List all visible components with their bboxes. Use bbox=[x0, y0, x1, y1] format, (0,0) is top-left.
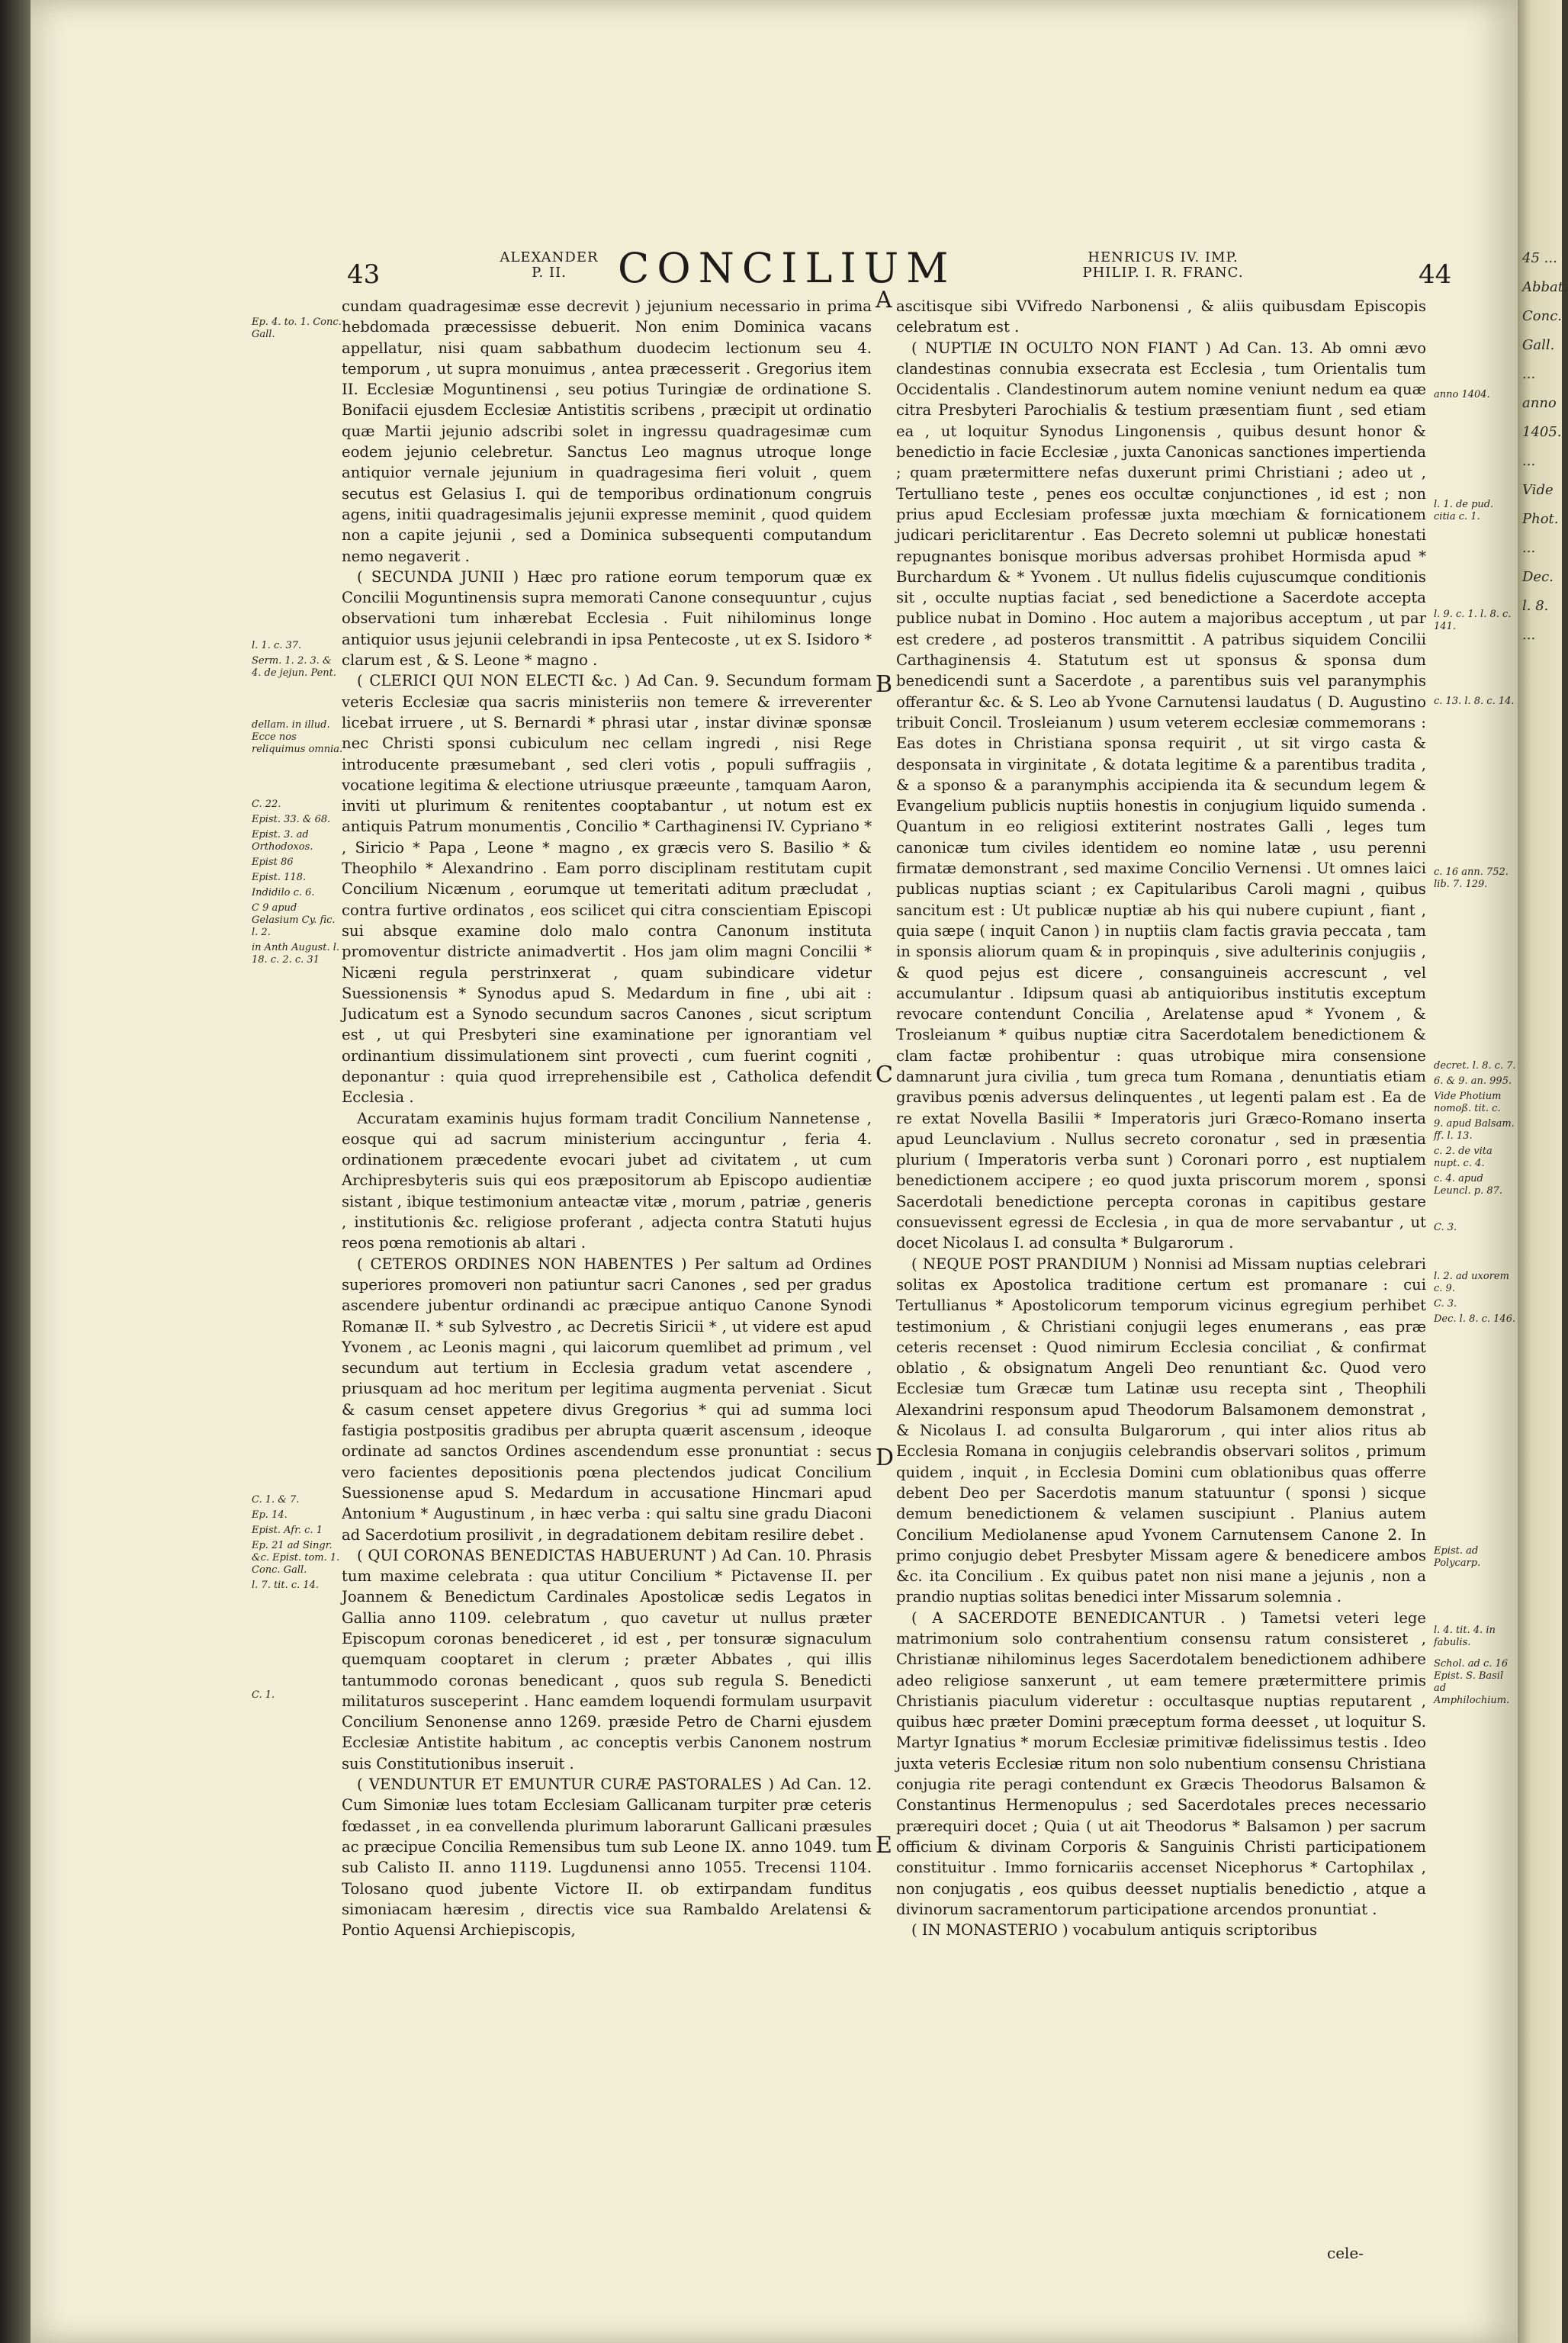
paragraph: ( CETEROS ORDINES NON HABENTES ) Per saltum ad Ordines superiores promoveri non patiuntur sacri Canones , sed per gradus ascendere jubentur ordinandi ac præcipue antiquo Canone Synodi Romanæ II. * sub Sylvestro , ac Decretis Siricii * , ut videre est apud Yvonem , ac Leonis magni , qui laicorum quemlibet ad primum , vel secundum aut tertium in Ecclesia gradum vetat ascendere , priusquam ad hoc meritum per legitima augmenta perveniat . Sicut & casum censet appetere divus Gregorius * qui ad summa loci fastigia postpositis gradibus per abrupta quærit ascensum , ideoque ordinate ad sanctos Ordines ascendendum esse pronuntiat : secus vero facientes depositionis pœna plectendos judicat Concilium Suessionense apud S. Medardum in accusatione Hincmari apud Antonium * Augustinum , in hæc verba : qui saltu sine gradu Diaconi ad Sacerdotium prosilivit , in degradationem debitam resilire debet . bbox=[342, 1255, 872, 1544]
margin-note: C. 1. & 7. bbox=[252, 1494, 300, 1506]
margin-note: Epist. ad Polycarp. bbox=[1434, 1545, 1481, 1569]
margin-note: Schol. ad c. 16 Epist. S. Basil ad Amphilochium. bbox=[1434, 1658, 1510, 1706]
left-margin-notes bbox=[252, 317, 343, 1705]
margin-note: l. 4. tit. 4. in fabulis. bbox=[1434, 1625, 1496, 1648]
section-letter-c: C bbox=[876, 1062, 893, 1088]
catchword: cele- bbox=[1327, 2244, 1364, 2262]
margin-note: c. 16 ann. 752. lib. 7. 129. bbox=[1434, 866, 1509, 890]
margin-note: l. 1. c. 37. bbox=[252, 640, 302, 651]
margin-note: c. 4. apud Leuncl. p. 87. bbox=[1434, 1173, 1503, 1197]
margin-note: Epist 86 bbox=[252, 857, 294, 868]
left-page-number: 43 bbox=[347, 259, 381, 290]
margin-note: C 9 apud Gelasium Cy. fic. l. 2. bbox=[252, 902, 336, 938]
margin-note: C. 3. bbox=[1434, 1222, 1457, 1233]
section-letter-d: D bbox=[876, 1445, 895, 1471]
paragraph: ( CLERICI QUI NON ELECTI &c. ) Ad Can. 9. Secundum formam veteris Ecclesiæ qua sacris ministeriis non temere & irreverenter licebat irruere , ut S. Bernardi * phrasi utar , instar divinæ sponsæ nec Christi sponsi cubiculum nec cellam ingredi , nisi Rege introducente præsumebant , sed cleri votis , populi suffragiis , vocatione legitima & electione utriusque præeunte , tamquam Aaron, inviti ut plurimum & renitentes cooptabantur , ut notum est ex antiquis Patrum monumentis , Concilio * Carthaginensi IV. Cypriano * , Siricio * Papa , Leone * magno , ex græcis vero S. Basilio * & Theophilo * Alexandrino . Eam porro disciplinam restitutam cupit Concilium Nicænum , eorumque ut temeritati aditum præcludat , contra furtive ordinatos , eos scilicet qui citra conscientiam Episcopi sui absque examine dolo malo contra Canonum instituta promoventur districte animadvertit . Hos jam olim magni Concilii * Nicæni regula perstrinxerat , quam subindicare videtur Suessionensis * Synodus apud S. Medardum in fine , ubi ait : Judicatum est a Synodo secundum sacros Canones , sicut scriptum est , ut qui Presbyteri sine examinatione per ignorantiam vel ordinantium dissimulationem sint provecti , cum fuerint cogniti , deponantur : quia quod irreprehensibile est , Catholica defendit Ecclesia . bbox=[342, 672, 872, 1107]
right-running-head: HENRICUS IV. IMP. PHILIP. I. R. FRANC. bbox=[1082, 249, 1244, 281]
margin-note: 9. apud Balsam. ff. l. 13. bbox=[1434, 1118, 1515, 1142]
paragraph: ( QUI CORONAS BENEDICTAS HABUERUNT ) Ad Can. 10. Phrasis tum maxime celebrata : qua utitur Concilium * Pictavense II. per Joannem & Benedictum Cardinales Apostolicæ sedis Legatos in Gallia anno 1109. celebratum , quo cavetur ut nullus præter Episcopum coronas benediceret , id est , per tonsuræ signaculum quemquam cooptaret in clerum ; præter Abbates , qui illis tantummodo coronas benedicant , quos sub regula S. Benedicti militaturos susceperint . Hanc eamdem loquendi formulam usurpavit Concilium Senonense anno 1269. præside Petro de Charni ejusdem Ecclesiæ Antistite habitum , ac conceptis verbis Canonem nostrum suis Constitutionibus inseruit . bbox=[342, 1546, 872, 1773]
margin-note: 6. & 9. an. 995. bbox=[1434, 1075, 1512, 1087]
paragraph: cundam quadragesimæ esse decrevit ) jejunium necessario in prima hebdomada præcessisse debuerit. Non enim Dominica vacans appellatur, nisi quam sabbathum duodecim lectionum seu 4. temporum , ut supra monuimus , antea præcesserit . Gregorius item II. Ecclesiæ Moguntinensi , seu potius Turingiæ de ordinatione S. Bonifacii ejusdem Ecclesiæ Antistitis scribens , præcipit ut ordinatio quæ Martii jejunio adscribi solet in ingressu quadragesimæ cum eodem jejunio celebretur. Sanctus Leo magnus utroque longe antiquior vernale jejunium in quadragesima fieri voluit , quem secutus est Gelasius I. qui de temporibus ordinationum congruis agens, initii quadragesimalis jejunii expresse meminit , quod quidem non a capite jejunii , sed a Dominica subsequenti computandum nemo negaverit . bbox=[342, 297, 872, 565]
margin-note: C. 22. bbox=[252, 799, 281, 810]
paragraph: ( NUPTIÆ IN OCULTO NON FIANT ) Ad Can. 13. Ab omni ævo clandestinas connubia exsecrata est Ecclesia , tum Orientalis tum Occidentalis . Clandestinorum autem nomine veniunt nedum ea quæ citra Presbyteri Parochialis & testium præsentiam fiunt , sed etiam ea , ut loquitur Synodus Lingonensis , quibus desunt honor & benedictio in facie Ecclesiæ , juxta Canonicas sanctiones impertienda ; quam prætermittere nefas duxerunt primi Christiani ; adeo ut , Tertulliano teste , penes eos occultæ conjunctiones , id est ; non prius apud Ecclesiam professæ juxta mœchiam & fornicationem judicari periclitarentur . Eas Decreto solemni ut publicæ honestati repugnantes bonisque moribus adversas prohibet Hormisda apud * Burchardum & * Yvonem . Ut nullus fidelis cujuscumque conditionis sit , occulte nuptias faciat , sed benedictione a Sacerdote accepta publice nubat in Domino . Hoc autem a majoribus acceptum , ut par est credere , ad posteros transmittit . A patribus siquidem Concilii Carthaginensis 4. Statutum est ut sponsus & sponsa dum benedicendi sunt a Sacerdote , a parentibus suis vel paranymphis offerantur &c. & S. Leo ab Yvone Carnutensi laudatus ( D. Augustino tribuit Concil. Trosleianum ) usum veterem ecclesiæ commemorans : Eas dotes in Christiana sponsa requirit , ut sit virgo casta & desponsata in virginitate , & dotata legitime & a parentibus tradita , & a sponso & a paranymphis accipienda ita & secundum legem & Evangelium publicis nuptiis honestis in conjugium liquido sumenda . Quantum in eo religiosi extiterint nostrates Galli , leges tum canonicæ tum civiles identidem eo nomine latæ , usu perenni firmatæ demonstrant , sed maxime Concilio Vernensi . Ut omnes laici publicas nuptias sciant ; ex Capitularibus Caroli magni , quibus sancitum est : Ut publicæ nuptiæ ab his qui nubere cupiunt , fiant , quia sæpe ( inquit Canon ) in nuptiis clam factis gravia peccata , tam in sponsis aliorum quam & in propinquis , sive adulterinis conjugiis , & quod pejus est dicere , consanguineis accrescunt , vel accumulantur . Idipsum quasi ab antiquioribus institutis exceptum revocare contendunt Concilia , Arelatense apud * Yvonem , & Trosleianum * quibus nuptiæ citra Sacerdotalem benedictionem & clam factæ prohibentur : quas utrobique mira consensione damnarunt jura civilia , tum greca tum Romana , denuntiatis etiam gravibus pœnis adversus delinquentes , ut legenti palam est . Ea de re extat Novella Basilii * Imperatoris juri Græco-Romano inserta apud Leunclavium . Nullus secreto coronatur , sed in præsentia plurium ( Imperatoris verba sunt ) Coronari porro , est nuptialem benedictionem accipere ; eo quod juxta priscorum morem , sponsi Sacerdotali benedictione percepta coronas in capitibus gestare consuevissent egressi de Ecclesia , in qua de more servabantur , ut docet Nicolaus I. ad consulta * Bulgarorum . bbox=[896, 339, 1426, 1252]
margin-note: decret. l. 8. c. 7. bbox=[1434, 1060, 1516, 1072]
margin-note: Epist. 118. bbox=[252, 872, 307, 883]
margin-note: Vide Photium nomoß. tit. c. bbox=[1434, 1091, 1502, 1114]
paragraph: ( VENDUNTUR ET EMUNTUR CURÆ PASTORALES ) Ad Can. 12. Cum Simoniæ lues totam Ecclesiam Gallicanam turpiter præ ceteris fœdasset , in ea convellenda plurimum laborarunt Gallicani præsules ac præcipue Concilia Remensibus tum sub Leone IX. anno 1049. tum sub Calisto II. anno 1119. Lugdunensi anno 1055. Trecensi 1104. Tolosano quod jubente Victore II. ob extirpandam funditus simoniacam hæresim , directis vice sua Rambaldo Arelatensi & Pontio Aquensi Archiepiscopis, bbox=[342, 1776, 872, 1940]
margin-note: C. 1. bbox=[252, 1689, 275, 1701]
margin-note: C. 3. bbox=[1434, 1298, 1457, 1310]
margin-note: l. 9. c. 1. l. 8. c. 141. bbox=[1434, 609, 1512, 632]
margin-note: Dec. l. 8. c. 146. bbox=[1434, 1313, 1516, 1325]
margin-note: l. 7. tit. c. 14. bbox=[252, 1580, 320, 1591]
section-letter-a: A bbox=[876, 287, 892, 313]
margin-note: Ep. 14. bbox=[252, 1509, 288, 1521]
right-page-number: 44 bbox=[1419, 259, 1452, 290]
paragraph: ascitisque sibi VVifredo Narbonensi , & aliis quibusdam Episcopis celebratum est . bbox=[896, 297, 1426, 336]
section-letter-e: E bbox=[876, 1832, 892, 1859]
margin-note: c. 2. de vita nupt. c. 4. bbox=[1434, 1146, 1492, 1169]
margin-note: Epist. 3. ad Orthodoxos. bbox=[252, 829, 313, 853]
paragraph: ( SECUNDA JUNII ) Hæc pro ratione eorum temporum quæ ex Concilii Moguntinensis supra memorati Canone consequuntur , cujus observationi tum inhærebat Ecclesia . Fuit nihilominus longe antiquior usus jejunii celebrandi in ipsa Pentecoste , ut ex S. Isidoro * clarum est , & S. Leone * magno . bbox=[342, 567, 872, 670]
margin-note: Serm. 1. 2. 3. & 4. de jejun. Pent. bbox=[252, 655, 337, 679]
paragraph: ( A SACERDOTE BENEDICANTUR . ) Tametsi veteri lege matrimonium solo contrahentium consensu ratum consisteret , Christianæ nihilominus leges Sacerdotalem benedictionem adhibere adeo religiose sanxerunt , ut eam temere prætermittere primis Christianis piaculum videretur : occultasque nuptias reputarent , quibus hæc præter Domini præceptum forma deesset , ut loquitur S. Martyr Ignatius * morum Ecclesiæ primitivæ fidelissimus testis . Ideo juxta veteris Ecclesiæ ritum non solo nubentium consensu Christiana conjugia rite peragi contendunt ex Græcis Theodorus Balsamon & Constantinus Hermenopulus ; sed Sacerdotales preces necessario prærequiri docet ; Quia ( ut ait Theodorus * Balsamon ) per sacrum officium & divinam Corporis & Sanguinis Christi participationem constituitur . Immo fornicariis accenset Nicephorus * Cartophilax , non conjugatis , eos quibus deesset nuptialis benedictio , atque a divinorum sacramentorum participatione arcendos pronuntiat . bbox=[896, 1609, 1426, 1918]
right-text-column bbox=[896, 296, 1426, 2248]
margin-note: Ep. 21 ad Singr. &c. Epist. tom. 1. Conc. Gall. bbox=[252, 1540, 340, 1576]
book-gutter bbox=[0, 0, 31, 2343]
margin-note: l. 1. de pud. citia c. 1. bbox=[1434, 499, 1494, 522]
paragraph: ( NEQUE POST PRANDIUM ) Nonnisi ad Missam nuptias celebrari solitas ex Apostolica traditione certum est promanare : cui Tertullianus * Apostolicorum temporum vicinus egregium perhibet testimonium , & Christiani conjugii leges enumerans , eas præ ceteris recenset : Quod nimirum Ecclesia conciliat , & confirmat oblatio , & obsignatum Angeli Deo renuntiant &c. Quod vero Ecclesiæ tum Græcæ tum Latinæ usu recepta sint , Theophili Alexandrini responsum apud Theodorum Balsamonem demonstrat , & Nicolaus I. ad consulta Bulgarorum , qui inter alios ritus ab Ecclesia Romana in conjugiis celebrandis observari solitos , primum quidem , inquit , in Ecclesia Domini cum oblationibus quas offerre debent Deo per Sacerdotis manum statuuntur ( sponsi ) sicque demum benedictionem & velamen suscipiunt . Planius autem Concilium Mediolanense apud Yvonem Carnutensem Canone 2. In primo conjugio debet Presbyter Missam agere & benedicere ambos &c. ita Concilium . Ex quibus patet non nisi mane a jejunis , non a prandio nuptias solitas benedici inter Missarum solemnia . bbox=[896, 1255, 1426, 1606]
book-page bbox=[31, 0, 1518, 2343]
facing-page-fragments: 45 ... Abbat. Conc. Gall. ... anno 1405. ... Vide Phot. ... Dec. l. 8. ... bbox=[1522, 250, 1568, 643]
margin-note: anno 1404. bbox=[1434, 389, 1490, 400]
margin-note: dellam. in illud. Ecce nos reliquimus omnia. bbox=[252, 719, 343, 755]
margin-note: Epist. Afr. c. 1 bbox=[252, 1525, 323, 1536]
margin-note: Indidilo c. 6. bbox=[252, 887, 315, 898]
paragraph: Accuratam examinis hujus formam tradit Concilium Nannetense , eosque qui ad sacrum ministerium accinguntur , feria 4. ordinationem præcedente evocari jubet ad civitatem , ut cum Archipresbyteris suis qui eos præpositorum ab Episcopo audientiæ sistant , ibique testimonium anteactæ vitæ , morum , patriæ , generis , institutionis &c. religiose proferant , adjecta contra Statuti hujus reos pœna remotionis ab altari . bbox=[342, 1109, 872, 1252]
section-letter-b: B bbox=[876, 671, 893, 698]
left-text-column bbox=[342, 296, 872, 2271]
margin-note: l. 2. ad uxorem c. 9. bbox=[1434, 1271, 1509, 1294]
paragraph: ( IN MONASTERIO ) vocabulum antiquis scriptoribus bbox=[911, 1921, 1318, 1940]
margin-note: in Anth August. l. 18. c. 2. c. 31 bbox=[252, 942, 340, 966]
right-margin-notes bbox=[1434, 389, 1516, 1710]
left-running-head: ALEXANDER P. II. bbox=[500, 249, 599, 281]
margin-note: Ep. 4. to. 1. Conc. Gall. bbox=[252, 317, 342, 340]
margin-note: c. 13. l. 8. c. 14. bbox=[1434, 696, 1515, 707]
margin-note: Epist. 33. & 68. bbox=[252, 814, 331, 825]
running-header bbox=[31, 229, 1518, 290]
page-title: CONCILIUM bbox=[618, 244, 956, 292]
